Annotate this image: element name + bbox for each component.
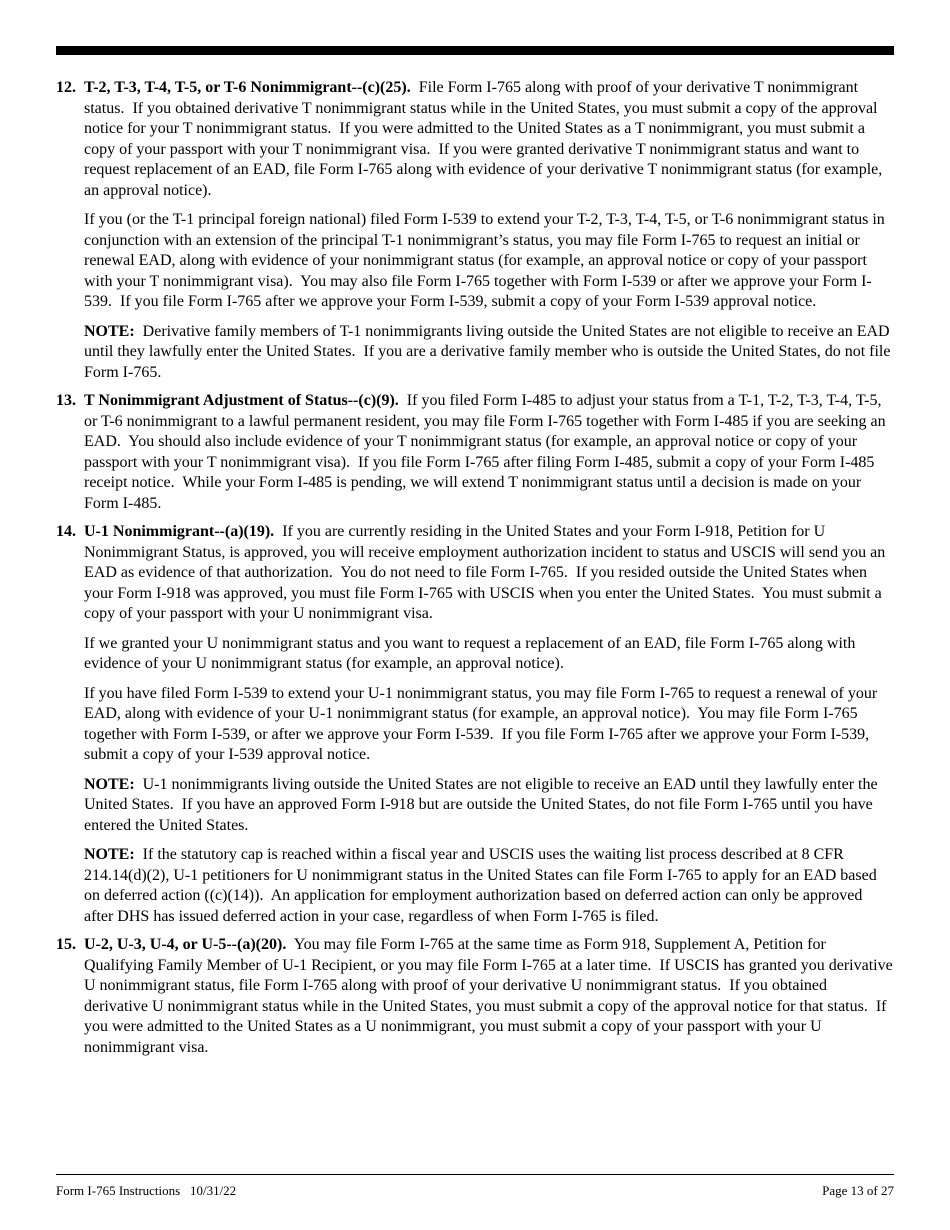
instructions-body	[56, 78, 897, 1066]
instruction-item	[56, 522, 894, 927]
item-heading: T-2, T-3, T-4, T-5, or T-6 Nonimmigrant--(c)(25).	[84, 79, 411, 96]
paragraph-text: If you (or the T-1 principal foreign national) filed Form I-539 to extend your T-2, T-3, T-4, T-5, or T-6 nonimmigrant status in conjunction with an extension of the principal T-1 nonimmigrant’s status, you may file Form I-765 to request an initial or renewal EAD, along with evidence of your nonimmigrant status (for example, an approval notice or copy of your passport with your T nonimmigrant visa). You may also file Form I-765 together with Form I-539 or after we approve your Form I-539. If you file Form I-765 after we approve your Form I-539, submit a copy of your Form I-539 approval notice.	[84, 211, 889, 310]
item-paragraph	[84, 634, 894, 675]
paragraph-text: If you are currently residing in the United States and your Form I-918, Petition for U Nonimmigrant Status, is approved, you will receive employment authorization incident to status and USCIS will send you an EAD as evidence of that authorization. You do not need to file Form I-765. If you resided outside the United States when your Form I-918 was approved, you must file Form I-765 with USCIS when you enter the United States. You must submit a copy of your passport with your U nonimmigrant visa.	[84, 523, 890, 622]
item-number: 13.	[56, 392, 76, 409]
item-paragraph	[84, 775, 894, 837]
paragraph-text: File Form I-765 along with proof of your derivative T nonimmigrant status. If you obtained derivative T nonimmigrant status while in the United States, you must submit a copy of the approval notice for your T nonimmigrant status. If you were admitted to the United States as a T nonimmigrant, you must submit a copy of your passport with your T nonimmigrant visa. If you were granted derivative T nonimmigrant status and want to request replacement of an EAD, file Form I-765 along with evidence of your derivative T nonimmigrant status (for example, an approval notice).	[84, 79, 887, 199]
paragraph-text: You may file Form I-765 at the same time as Form 918, Supplement A, Petition for Qualifying Family Member of U-1 Recipient, or you may file Form I-765 at a later time. If USCIS has granted you derivative U nonimmigrant status, file Form I-765 along with proof of your derivative U nonimmigrant status. If you obtained derivative U nonimmigrant status while in the United States, you must submit a copy of the approval notice for that status. If you were admitted to the United States as a U nonimmigrant, you must submit a copy of your passport with your U nonimmigrant visa.	[84, 936, 897, 1056]
item-number: 14.	[56, 523, 76, 540]
item-paragraph	[84, 391, 894, 514]
note-label: NOTE:	[84, 846, 135, 863]
item-heading: U-2, U-3, U-4, or U-5--(a)(20).	[84, 936, 287, 953]
instruction-item	[56, 935, 897, 1058]
item-paragraph	[84, 322, 894, 384]
paragraph-text: If you filed Form I-485 to adjust your status from a T-1, T-2, T-3, T-4, T-5, or T-6 nonimmigrant to a lawful permanent resident, you may file Form I-765 together with Form I-485 if you are seeking an EAD. You should also include evidence of your T nonimmigrant status (for example, an approval notice or copy of your passport with your T nonimmigrant visa). If you file Form I-765 after filing Form I-485, submit a copy of your Form I-485 receipt notice. While your Form I-485 is pending, we will extend T nonimmigrant status until a decision is made on your Form I-485.	[84, 392, 890, 512]
item-paragraph	[84, 210, 894, 313]
instruction-item	[56, 391, 894, 514]
item-number: 12.	[56, 79, 76, 96]
paragraph-text: Derivative family members of T-1 nonimmigrants living outside the United States are not eligible to receive an EAD until they lawfully enter the United States. If you are a derivative family member who is outside the United States, do not file Form I-765.	[84, 322, 895, 381]
item-heading: U-1 Nonimmigrant--(a)(19).	[84, 523, 275, 540]
item-paragraph	[84, 522, 894, 625]
item-heading: T Nonimmigrant Adjustment of Status--(c)(9).	[84, 392, 399, 409]
instruction-item	[56, 78, 894, 383]
paragraph-text: If you have filed Form I-539 to extend your U-1 nonimmigrant status, you may file Form I-765 to request a renewal of your EAD, along with evidence of your U-1 nonimmigrant status (for example, an approval notice). You may file Form I-765 together with Form I-539, or after we approve your Form I-539. If you file Form I-765 after we approve your Form I-539, submit a copy of your I-539 approval notice.	[84, 684, 882, 763]
item-paragraph	[84, 78, 894, 201]
note-label: NOTE:	[84, 322, 135, 340]
paragraph-text: If the statutory cap is reached within a fiscal year and USCIS uses the waiting list process described at 8 CFR 214.14(d)(2), U-1 petitioners for U nonimmigrant status in the United States can file Form I-765 to apply for an EAD based on deferred action ((c)(14)). An application for employment authorization based on deferred action can only be approved after DHS has issued deferred action in your case, regardless of when Form I-765 is filed.	[84, 846, 881, 925]
paragraph-text: If we granted your U nonimmigrant status and you want to request a replacement of an EAD, file Form I-765 along with evidence of your U nonimmigrant status (for example, an approval notice).	[84, 634, 860, 672]
item-paragraph	[84, 935, 897, 1058]
paragraph-text: U-1 nonimmigrants living outside the United States are not eligible to receive an EAD until they lawfully enter the United States. If you have an approved Form I-918 but are outside the United States, do not file Form I-765 until you have entered the United States.	[84, 775, 882, 834]
note-label: NOTE:	[84, 775, 135, 793]
footer-rule	[56, 1174, 894, 1175]
item-paragraph	[84, 845, 894, 927]
item-number: 15.	[56, 936, 76, 953]
header-rule	[56, 46, 894, 55]
footer-page-number: Page 13 of 27	[822, 1183, 894, 1198]
footer-form-name: Form I-765 Instructions 10/31/22	[56, 1183, 237, 1198]
item-paragraph	[84, 684, 894, 766]
